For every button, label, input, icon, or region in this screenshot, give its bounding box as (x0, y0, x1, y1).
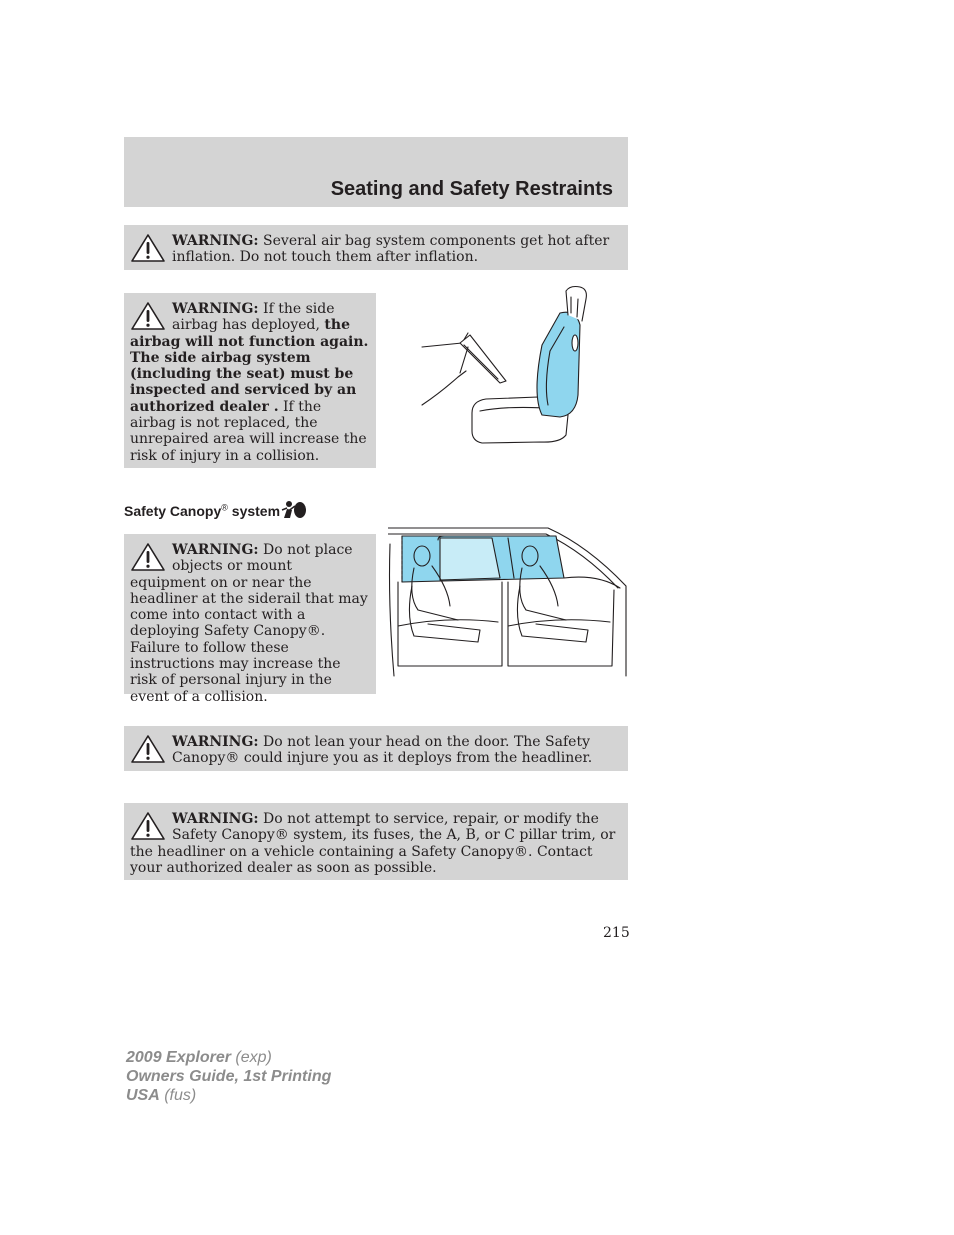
warning-box-headliner (124, 534, 376, 705)
footer-guide: Owners Guide, 1st Printing (126, 1068, 332, 1085)
footer-line (126, 1048, 331, 1067)
warning-icon (130, 734, 166, 764)
section-header (124, 137, 628, 207)
side-airbag-seat-illustration (420, 285, 590, 447)
section-subheading (124, 500, 307, 520)
warning-label: WARNING: (172, 811, 259, 827)
footer-line (126, 1086, 331, 1105)
warning-label: WARNING: (172, 233, 259, 249)
warning-icon (130, 301, 166, 331)
warning-box-lean-head (124, 726, 628, 771)
warning-bold-text: the airbag will not function again. The side airbag system (including the seat) must be inspected and serviced by an authorized dealer . (130, 317, 369, 415)
document-footer (126, 1048, 331, 1105)
warning-text: Do not place objects or mount equipment on or near the headliner at the siderail that may come into contact with a deploying Safety Canopy®. Failure to follow these instructions may increase the risk of personal injury in the event of a collision. (130, 542, 368, 705)
footer-market-code: (fus) (159, 1087, 197, 1104)
warning-icon (130, 811, 166, 841)
footer-model-code: (exp) (230, 1049, 272, 1066)
warning-box-side-airbag (124, 293, 376, 468)
warning-label: WARNING: (172, 301, 259, 317)
warning-text: Several air bag system components get hot after inflation. Do not touch them after inflation. (172, 233, 610, 266)
footer-model: 2009 Explorer (126, 1049, 231, 1066)
airbag-passenger-icon (281, 500, 307, 520)
warning-box-hot-components (124, 225, 628, 270)
warning-text: If the side airbag has deployed, (172, 301, 335, 334)
registered-mark: ® (221, 502, 228, 513)
warning-text: Do not lean your head on the door. The Safety Canopy® could injure you as it deploys from the headliner. (172, 734, 593, 767)
warning-icon (130, 542, 166, 572)
page-number: 215 (603, 925, 630, 941)
warning-icon (130, 233, 166, 263)
warning-text: Do not attempt to service, repair, or modify the Safety Canopy® system, its fuses, the A, B, or C pillar trim, or the headliner on a vehicle containing a Safety Canopy®. Contact your authorized dealer as soon as possible. (130, 811, 616, 876)
safety-canopy-vehicle-illustration (388, 526, 628, 678)
warning-label: WARNING: (172, 734, 259, 750)
footer-line (126, 1067, 331, 1086)
warning-label: WARNING: (172, 542, 259, 558)
warning-box-service (124, 803, 628, 880)
subheading-text: system (227, 503, 281, 519)
page-title: Seating and Safety Restraints (330, 178, 613, 200)
warning-text: If the airbag is not replaced, the unrepaired area will increase the risk of injury in a collision. (130, 398, 367, 464)
subheading-text: Safety Canopy (124, 503, 222, 519)
footer-market: USA (126, 1087, 160, 1104)
